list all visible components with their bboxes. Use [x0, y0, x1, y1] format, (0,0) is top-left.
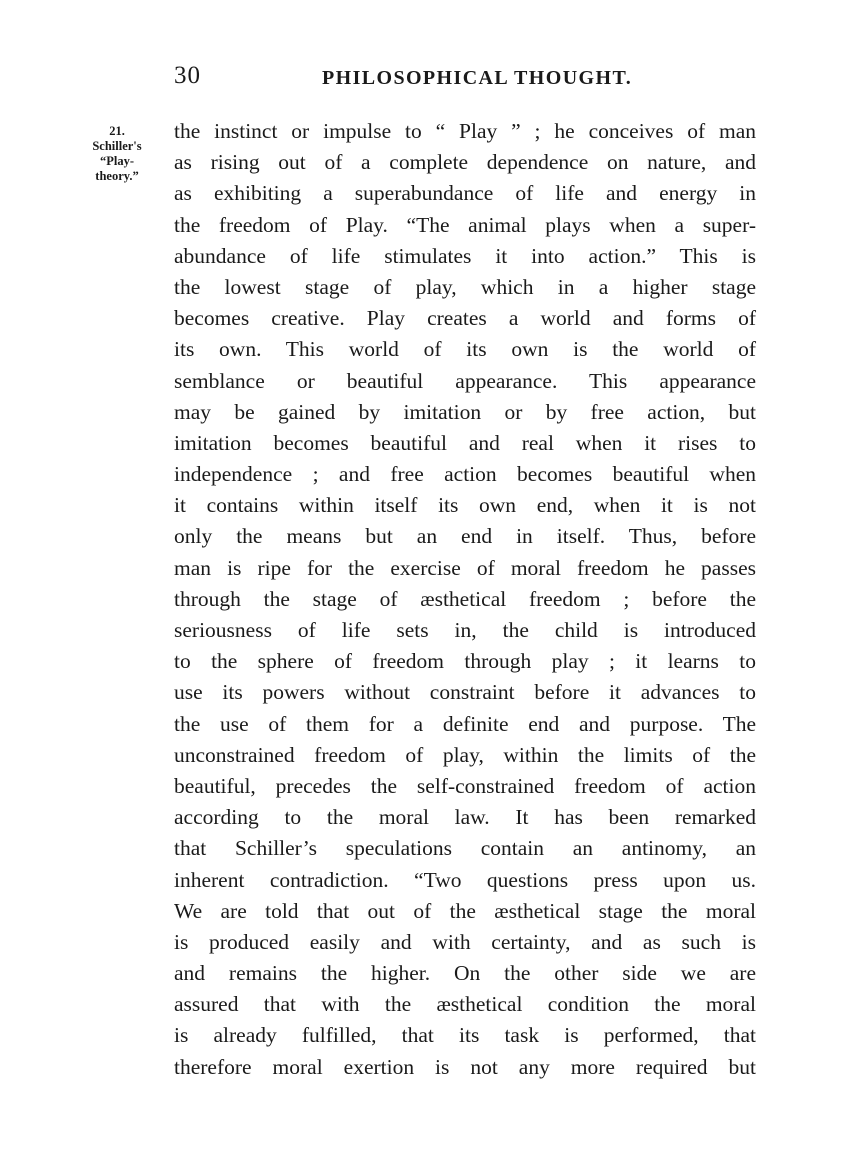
- text-line-content: seriousness of life sets in, the child is introduced: [174, 618, 756, 642]
- text-line: [174, 802, 756, 833]
- text-line: [174, 896, 756, 927]
- text-line-content: independence ; and free action becomes beautiful when: [174, 462, 756, 487]
- text-line: [174, 927, 756, 958]
- text-line: [174, 989, 756, 1020]
- text-line: [174, 709, 756, 740]
- text-line: [174, 272, 756, 303]
- text-line-content: the lowest stage of play, which in a higher stage: [174, 274, 756, 299]
- text-line: [174, 615, 756, 646]
- text-line: [174, 677, 756, 708]
- text-line: [174, 584, 756, 615]
- text-line: [174, 1020, 756, 1051]
- text-line: [174, 334, 756, 365]
- text-line-content: is produced easily and with certainty, and as such is: [174, 929, 756, 954]
- text-line-content: semblance or beautiful appearance. This appearance: [174, 368, 756, 393]
- text-line-content: We are told that out of the æsthetical stage the moral: [174, 898, 756, 923]
- text-line-content: the instinct or impulse to “ Play ” ; he conceives of man: [174, 119, 756, 143]
- text-line: [174, 428, 756, 459]
- text-line-content: assured that with the æsthetical condition the moral: [174, 992, 756, 1017]
- text-line-content: as rising out of a complete dependence on nature, and: [174, 150, 756, 175]
- text-line: [174, 147, 756, 178]
- text-line-content: that Schiller’s speculations contain an antinomy, an: [174, 836, 756, 861]
- text-line-content: unconstrained freedom of play, within the limits of the: [174, 742, 756, 767]
- text-line: [174, 210, 756, 241]
- text-line: [174, 553, 756, 584]
- text-line: [174, 303, 756, 334]
- text-line: [174, 116, 756, 147]
- margin-note-line: theory.”: [95, 169, 139, 183]
- text-line: [174, 178, 756, 209]
- text-line-content: the use of them for a definite end and purpose. The: [174, 711, 756, 736]
- running-title: PHILOSOPHICAL THOUGHT.: [322, 67, 633, 89]
- running-head: [174, 62, 756, 96]
- text-line: [174, 1052, 756, 1083]
- text-line-content: it contains within itself its own end, when it is not: [174, 493, 756, 518]
- text-line: [174, 459, 756, 490]
- text-line: [174, 521, 756, 552]
- text-line-content: man is ripe for the exercise of moral freedom he passes: [174, 555, 756, 580]
- text-line: [174, 833, 756, 864]
- text-line: [174, 397, 756, 428]
- text-line-content: may be gained by imitation or by free action, but: [174, 399, 756, 424]
- text-line-content: beautiful, precedes the self-constrained freedom of action: [174, 773, 756, 798]
- body-text: [174, 116, 756, 1083]
- text-line-content: becomes creative. Play creates a world and forms of: [174, 306, 756, 331]
- text-line-content: therefore moral exertion is not any more required but: [174, 1054, 756, 1079]
- text-line-content: the freedom of Play. “The animal plays when a super-: [174, 212, 756, 237]
- text-line-content: only the means but an end in itself. Thus, before: [174, 524, 756, 549]
- margin-note-line: “Play-: [99, 154, 135, 168]
- margin-note-number: 21.: [109, 124, 125, 138]
- text-line-content: abundance of life stimulates it into action.” This is: [174, 243, 756, 268]
- text-line: [174, 740, 756, 771]
- text-line: [174, 366, 756, 397]
- text-line-content: use its powers without constraint before it advances to: [174, 680, 756, 705]
- page-number: 30: [174, 62, 201, 89]
- text-line-content: as exhibiting a superabundance of life and energy in: [174, 181, 756, 206]
- text-line: [174, 490, 756, 521]
- text-line-content: to the sphere of freedom through play ; it learns to: [174, 649, 756, 674]
- margin-note: [80, 124, 154, 184]
- text-line: [174, 865, 756, 896]
- text-line-content: is already fulfilled, that its task is performed, that: [174, 1023, 756, 1048]
- text-line-content: and remains the higher. On the other side we are: [174, 961, 756, 986]
- text-line-content: through the stage of æsthetical freedom ; before the: [174, 586, 756, 611]
- text-line: [174, 771, 756, 802]
- text-line: [174, 958, 756, 989]
- margin-note-line: Schiller's: [92, 139, 142, 153]
- text-line-content: inherent contradiction. “Two questions press upon us.: [174, 867, 756, 892]
- text-line-content: its own. This world of its own is the world of: [174, 337, 756, 362]
- text-line: [174, 241, 756, 272]
- text-line-content: according to the moral law. It has been remarked: [174, 805, 756, 830]
- text-line: [174, 646, 756, 677]
- text-line-content: imitation becomes beautiful and real when it rises to: [174, 430, 756, 455]
